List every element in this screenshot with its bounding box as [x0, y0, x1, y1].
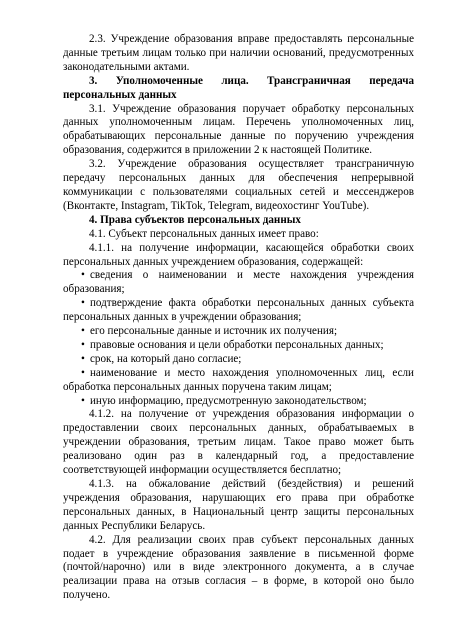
bullet-text: сведения о наименовании и месте нахождения учреждения образования; — [63, 269, 414, 296]
bullet-text: правовые основания и цели обработки персональных данных; — [90, 338, 384, 351]
bullet-text: срок, на который дано согласие; — [90, 352, 242, 365]
paragraph-4-1-2: 4.1.2. на получение от учреждения образования информации о предоставлении своих персональных данных, обрабатываемых в учреждении образования, третьим лицам. Такое право может быть реализовано один раз в календарный год, а предоставление соответствующей информации осуществляется бесплатно; — [63, 408, 414, 477]
heading-section-4: 4. Права субъектов персональных данных — [89, 213, 301, 226]
bullet-item — [63, 269, 414, 297]
bullet-text: наименование и место нахождения уполномоченных лиц, если обработка персональных данных поручена таким лицам; — [63, 366, 414, 393]
bullet-icon: • — [81, 338, 85, 351]
bullet-icon: • — [81, 269, 85, 282]
bullet-item — [63, 395, 414, 409]
paragraph-4-2: 4.2. Для реализации своих прав субъект персональных данных подает в учреждение образования заявление в письменной форме (почтой/нарочно) или в виде электронного документа, а в случае реализации права на отзыв согласия – в форме, в которой оно было получено. — [63, 533, 414, 602]
bullet-icon: • — [81, 325, 85, 338]
bullet-icon: • — [81, 394, 85, 407]
paragraph-4-1-1: 4.1.1. на получение информации, касающейся обработки своих персональных данных учреждением образования, содержащей: — [63, 241, 414, 268]
bullet-item — [63, 353, 414, 367]
bullet-text: подтверждение факта обработки персональных данных субъекта персональных данных в учреждении образования; — [63, 297, 414, 324]
paragraph-4-1-3: 4.1.3. на обжалование действий (бездействия) и решений учреждения образования, нарушающих его права при обработке персональных данных, в Национальный центр защиты персональных данных Республики Беларусь. — [63, 478, 414, 532]
paragraph-3-1: 3.1. Учреждение образования поручает обработку персональных данных уполномоченным лицам. Перечень уполномоченных лиц, обрабатывающих персональные данные по поручению учреждения образования, содержится в приложении 2 к настоящей Политике. — [63, 102, 414, 157]
bullet-item — [63, 325, 414, 339]
bullet-icon: • — [81, 366, 85, 379]
bullet-text: иную информацию, предусмотренную законодательством; — [90, 394, 367, 407]
bullet-text: его персональные данные и источник их получения; — [90, 325, 338, 338]
heading-section-3: 3. Уполномоченные лица. Трансграничная передача персональных данных — [63, 74, 414, 101]
paragraph-2-3: 2.3. Учреждение образования вправе предоставлять персональные данные третьим лицам только при наличии оснований, предусмотренных законодательными актами. — [63, 33, 414, 73]
bullet-icon: • — [81, 352, 85, 365]
paragraph-3-2: 3.2. Учреждение образования осуществляет трансграничную передачу персональных данных для обеспечения непрерывной коммуникации с пользователями социальных сетей и мессенджеров (Вконтакте, Instagram, TikTok, Telegram, видеохостинг YouTube). — [63, 158, 414, 212]
bullet-item — [63, 297, 414, 325]
bullet-item — [63, 339, 414, 353]
paragraph-4-1: 4.1. Субъект персональных данных имеет право: — [89, 227, 319, 240]
bullet-icon: • — [81, 297, 85, 310]
bullet-item — [63, 367, 414, 395]
